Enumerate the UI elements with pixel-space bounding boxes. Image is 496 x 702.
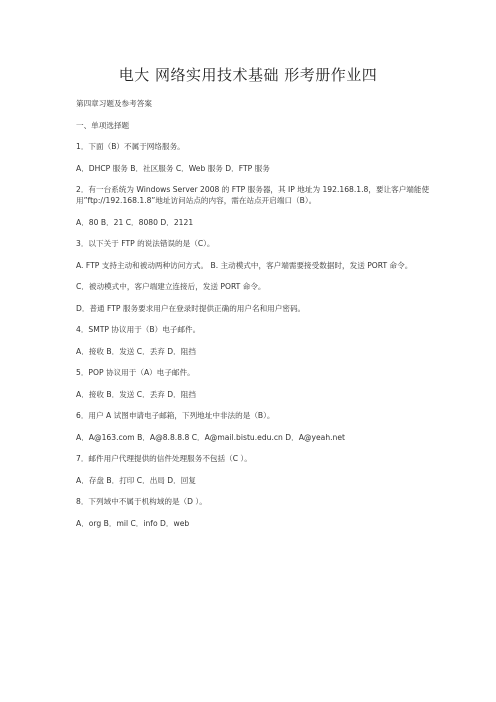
question-3: 3．以下关于 FTP 的说法错误的是（C）。 (76, 239, 215, 248)
question-2: 2．有一台系统为 Windows Server 2008 的 FTP 服务器，其 IP 地址为 192.168.1.8，要让客户端能使用”ftp://192.168.1.8”地址访问站点的内容，需在站点开启端口（B）。 (76, 185, 430, 205)
options-7: A．存盘 B．打印 C．出局 D．回复 (76, 475, 196, 485)
document-body (76, 98, 436, 539)
question-6: 6．用户 A 试图申请电子邮箱，下列地址中非法的是（B）。 (76, 411, 275, 420)
options-5: A．接收 B．发送 C．丢弃 D．阻挡 (76, 389, 196, 399)
question-8: 8．下列域中不属于机构域的是（D ）。 (76, 497, 207, 506)
options-8: A．org B．mil C．info D．web (76, 518, 190, 528)
question-1: 1．下面（B）不属于网络服务。 (76, 142, 185, 151)
option-3-ab: A. FTP 支持主动和被动两种访问方式。 B. 主动模式中，客户端需要接受数据时，发送 PORT 命令。 (76, 260, 413, 270)
options-4: A．接收 B．发送 C．丢弃 D．阻挡 (76, 346, 196, 356)
question-4: 4．SMTP 协议用于（B）电子邮件。 (76, 325, 201, 334)
option-3-c: C．被动模式中，客户端建立连接后，发送 PORT 命令。 (76, 282, 266, 291)
options-2: A．80 B．21 C．8080 D．2121 (76, 217, 194, 227)
question-7: 7．邮件用户代理提供的信件处理服务不包括（C ）。 (76, 454, 252, 463)
question-5: 5．POP 协议用于（A）电子邮件。 (76, 368, 195, 377)
section-heading: 第四章习题及参考答案 (76, 99, 152, 108)
option-3-d: D．普通 FTP 服务要求用户在登录时提供正确的用户名和用户密码。 (76, 303, 306, 313)
options-1: A．DHCP 服务 B．社区服务 C．Web 服务 D．FTP 服务 (76, 163, 270, 173)
options-6: A．A@163.com B．A@8.8.8.8 C．A@mail.bistu.edu.cn D．A@yeah.net (76, 432, 346, 442)
section-subheading: 一、单项选择题 (76, 120, 130, 130)
document-title: 电大 网络实用技术基础 形考册作业四 (118, 66, 378, 84)
